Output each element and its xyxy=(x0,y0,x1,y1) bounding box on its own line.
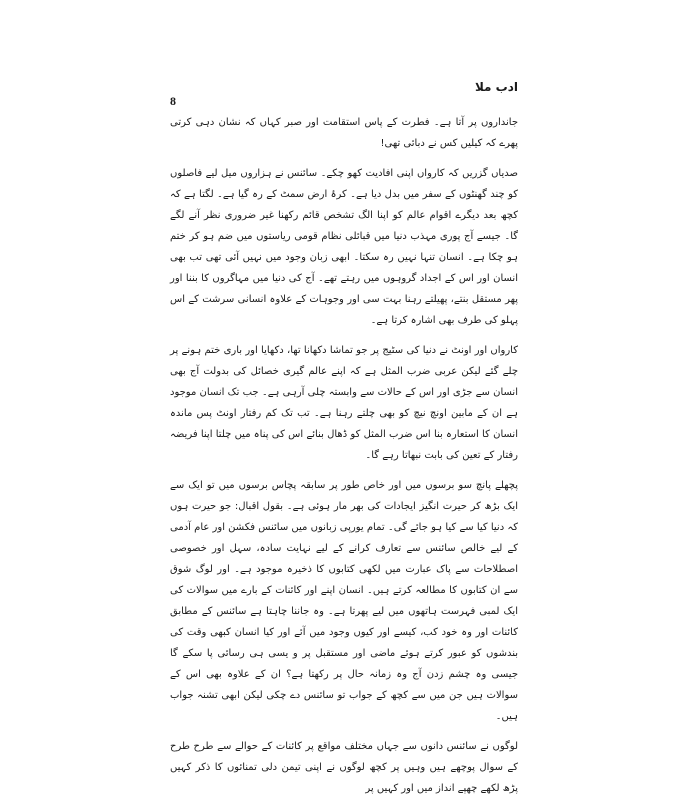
page-body xyxy=(170,112,518,799)
running-title: ادب ملا xyxy=(474,80,518,94)
paragraph-5: لوگوں نے سائنس دانوں سے جہاں مختلف مواقع پر کائنات کے حوالے سے طرح طرح کے سوال پوچھے ہیں وہیں پر کچھ لوگوں نے اپنی تیمن دلی تمنائوں کا ذکر کہیں پڑھ لکھے چھپے انداز میں اور کہیں پر xyxy=(170,741,518,794)
page-number: 8 xyxy=(170,94,176,108)
page-header xyxy=(170,80,518,112)
book-page xyxy=(170,80,518,794)
paragraph-4: پچھلے پانچ سو برسوں میں اور خاص طور پر سابقہ پچاس برسوں میں تو ایک سے ایک بڑھ کر حیرت انگیز ایجادات کی بھر مار ہوئی ہے۔ بقول اقبال: جو حیرت ہوں کہ دنیا کیا سے کیا ہو جائے گی۔ تمام یورپی زبانوں میں سائنس فکشن اور عام آدمی کے لیے خالص سائنس سے تعارف کرانے کے لیے نہایت سادہ، سہل اور خصوصی اصطلاحات سے پاک عبارت میں لکھی کتابوں کا ذخیرہ موجود ہے۔ اور لوگ شوق سے ان کتابوں کا مطالعہ کرتے ہیں۔ انسان اپنے اور کائنات کے بارے میں سوالات کی ایک لمبی فہرست ہاتھوں میں لیے پھرتا ہے۔ وہ جاننا چاہتا ہے سائنس کے مطابق کائنات اور وہ خود کب، کیسے اور کیوں وجود میں آئے اور کیا انسان کبھی وقت کی بندشوں کو عبور کرتے ہوئے ماضی اور مستقبل پر و یسی ہی رسائی پا سکے گا جیسی وہ چشم زدن آج وہ زمانہ حال پر رکھتا ہے؟ ان کے علاوہ بھی اس کے سوالات ہیں جن میں سے کچھ کے جواب تو سائنس دے چکی لیکن ابھی تشنہ جواب ہیں۔ xyxy=(170,480,518,722)
paragraph-3: کارواں اور اونٹ نے دنیا کی سٹیج پر جو تماشا دکھانا تھا، دکھایا اور باری ختم ہونے پر چلے گئے لیکن عربی ضرب المثل ہے کہ اپنے عالم گیری خصائل کی بدولت آج بھی انسان سے جڑی اور اس کے حالات سے وابستہ چلی آرہی ہے۔ جب تک انسان موجود ہے ان کے مابین اونچ نیچ کو بھی چلتے رہنا ہے۔ تب تک کم رفتار اونٹ پس ماندہ انسان کا استعارہ بنا اس ضرب المثل کو ڈھال بنائے اس کی پناہ میں چلتا اپنا فریضہ رفتار کے تعین کی بابت نبھاتا رہے گا۔ xyxy=(170,345,518,461)
paragraph-2: صدیاں گزریں کہ کارواں اپنی افادیت کھو چکے۔ سائنس نے ہزاروں میل لیے فاصلوں کو چند گھنٹوں کے سفر میں بدل دیا ہے۔ کرۂ ارض سمٹ کے رہ گیا ہے۔ لگتا ہے کہ کچھ بعد دیگرے اقوام عالم کو اپنا الگ تشخص قائم رکھنا غیر ضروری نظر آنے لگے گا۔ جیسے آج پوری مہذب دنیا میں قبائلی نظام قومی ریاستوں میں ضم ہو کر ختم ہو چکا ہے۔ انسان تنہا نہیں رہ سکتا۔ ابھی زبان وجود میں نہیں آئی تھی تب بھی انسان اور اس کے اجداد گروہوں میں رہتے تھے۔ آج کی دنیا میں مہاگروں کا بننا اور پھر مستقل بنتے، پھیلتے رہنا بہت سی اور وجوہات کے علاوہ انسانی سرشت کے اس پہلو کی طرف بھی اشارہ کرتا ہے۔ xyxy=(170,168,518,326)
paragraph-1: جانداروں پر آتا ہے۔ فطرت کے پاس استقامت اور صبر کہاں کہ نشان دہی کرتی پھرے کہ کیلیں کس نے دبائی تھی! xyxy=(170,117,518,149)
